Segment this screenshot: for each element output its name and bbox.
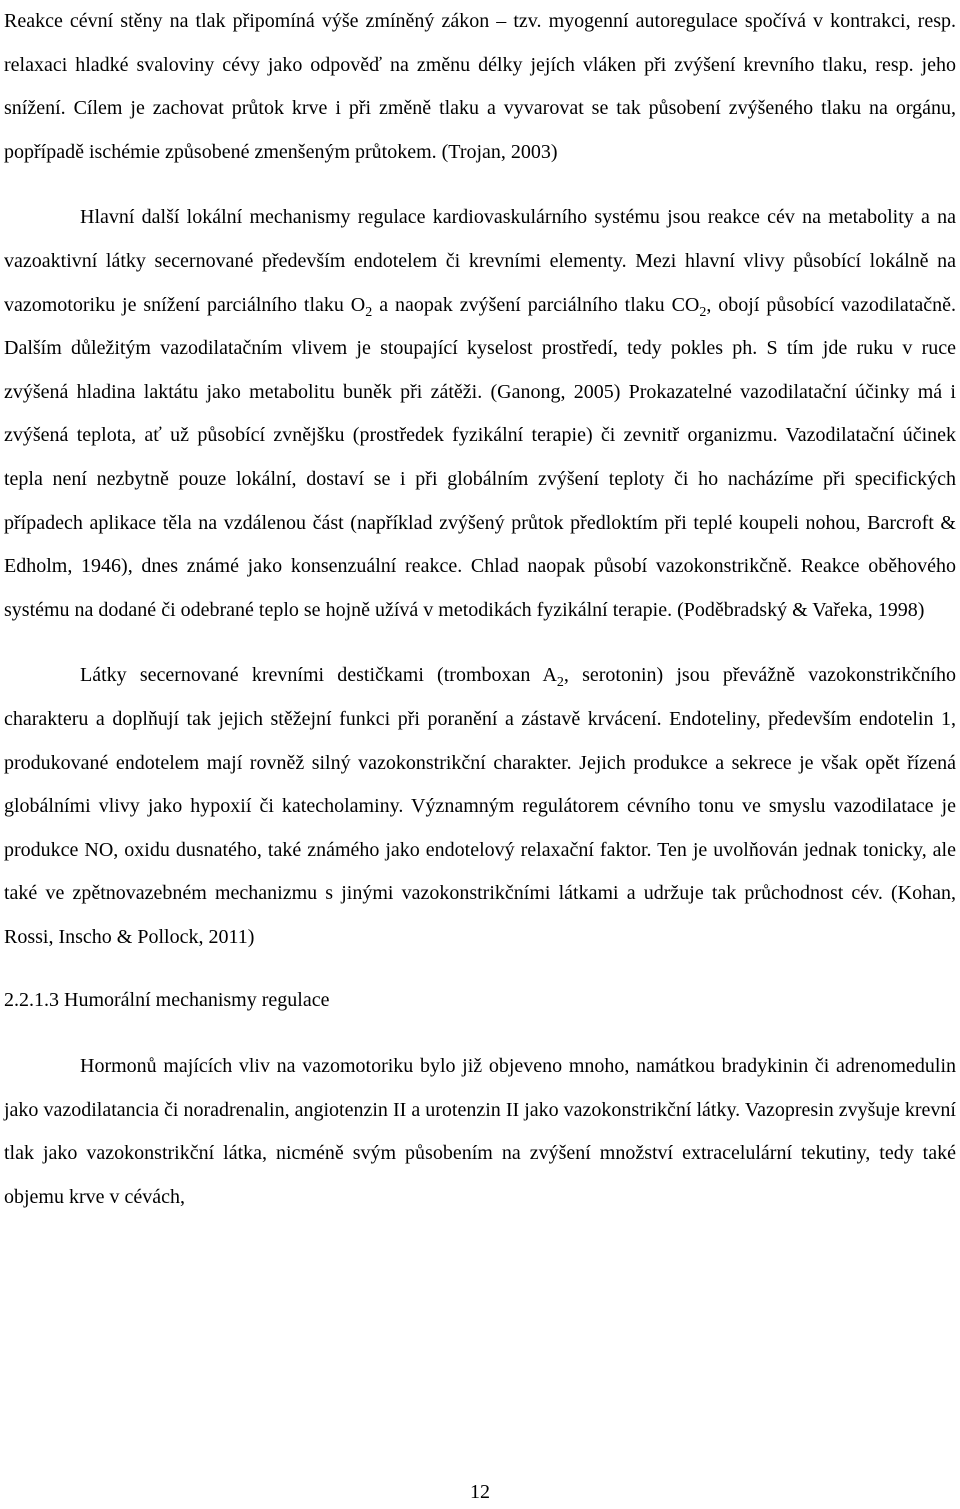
paragraph-platelet-substances xyxy=(4,654,956,959)
paragraph-text: a naopak zvýšení parciálního tlaku CO xyxy=(372,293,700,316)
subscript: 2 xyxy=(556,675,564,691)
paragraph-humoral-mechanisms: Hormonů majících vliv na vazomotoriku bylo již objeveno mnoho, namátkou bradykinin či adrenomedulin jako vazodilatancia či noradrenalin, angiotenzin II a urotenzin II jako vazokonstrikční látky. Vazopresin zvyšuje krevní tlak jako vazokonstrikční látka, nicméně svým působením na zvýšení množství extracelulární tekutiny, tedy také objemu krve v cévách, xyxy=(4,1055,956,1208)
page-number: 12 xyxy=(470,1481,490,1503)
section-heading: 2.2.1.3 Humorální mechanismy regulace xyxy=(4,989,330,1012)
paragraph-local-mechanisms xyxy=(4,196,956,632)
document-page xyxy=(4,0,956,1219)
subscript: 2 xyxy=(365,304,373,320)
paragraph-myogenic-autoregulation: Reakce cévní stěny na tlak připomíná výše zmíněný zákon – tzv. myogenní autoregulace spočívá v kontrakci, resp. relaxaci hladké svaloviny cévy jako odpověď na změnu délky jejích vláken při zvýšení krevního tlaku, resp. jeho snížení. Cílem je zachovat průtok krve i při změně tlaku a vyvarovat se tak působení zvýšeného tlaku na orgánu, popřípadě ischémie způsobené zmenšeným průtokem. (Trojan, 2003) xyxy=(4,10,956,163)
paragraph-text: , serotonin) jsou převážně vazokonstrikčního charakteru a doplňují tak jejich stěžejní funkci při poranění a zástavě krvácení. Endoteliny, především endotelin 1, produkované endotelem mají rovněž silný vazokonstrikční charakter. Jejich produkce a sekrece je však opět řízená globálními vlivy jako hypoxií či katecholaminy. Významným regulátorem cévního tonu ve smyslu vazodilatace je produkce NO, oxidu dusnatého, také známého jako endotelový relaxační faktor. Ten je uvolňován jednak tonicky, ale také ve zpětnovazebném mechanizmu s jinými vazokonstrikčními látkami a udržuje tak průchodnost cév. (Kohan, Rossi, Inscho & Pollock, 2011) xyxy=(4,664,956,948)
paragraph-text: , obojí působící vazodilatačně. Dalším důležitým vazodilatačním vlivem je stoupající kyselost prostředí, tedy pokles ph. S tím jde ruku v ruce zvýšená hladina laktátu jako metabolitu buněk při zátěži. (Ganong, 2005) Prokazatelné vazodilatační účinky má i zvýšená teplota, ať už působící zvnějšku (prostředek fyzikální terapie) či zevnitř organizmu. Vazodilatační účinek tepla není nezbytně pouze lokální, dostaví se i při globálním zvýšení teploty či ho nacházíme při specifických případech aplikace těla na vzdálenou část (například zvýšený průtok předloktím při teplé koupeli nohou, Barcroft & Edholm, 1946), dnes známé jako konsenzuální reakce. Chlad naopak působí vazokonstrikčně. Reakce oběhového systému na dodané či odebrané teplo se hojně užívá v metodikách fyzikální terapie. (Poděbradský & Vařeka, 1998) xyxy=(4,293,956,621)
paragraph-text: Látky secernované krevními destičkami (tromboxan A xyxy=(80,664,557,687)
subscript: 2 xyxy=(699,304,707,320)
paragraph-text: Hlavní další lokální mechanismy regulace kardiovaskulárního systému jsou reakce cév na metabolity a na vazoaktivní látky secernované především endotelem či krevními elementy. Mezi hlavní vlivy působící lokálně na vazomotoriku je snížení parciálního tlaku O xyxy=(4,206,956,316)
